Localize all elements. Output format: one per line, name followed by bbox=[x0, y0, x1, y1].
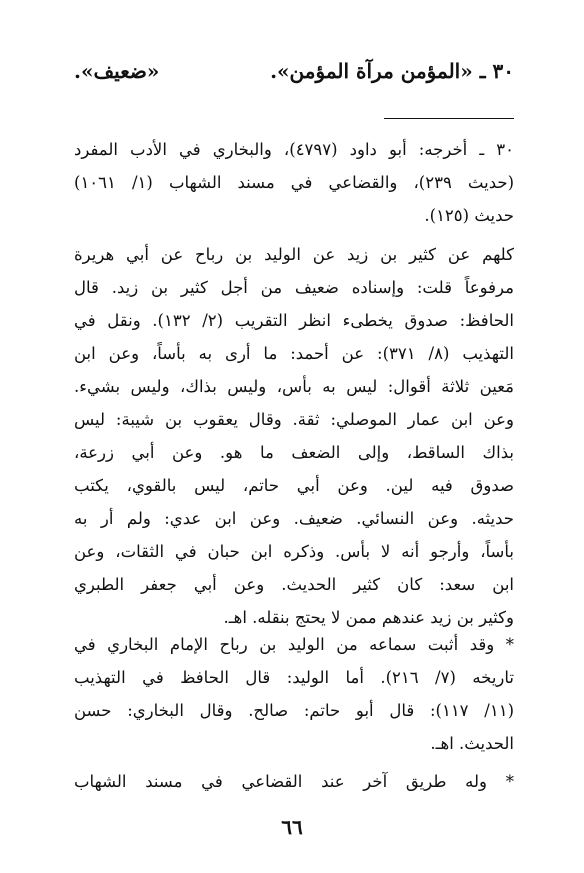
text-line: (حديث ٢٣٩)، والقضاعي في مسند الشهاب (١/ ١٠٦١) bbox=[74, 173, 514, 192]
text-line: وعن ابن عمار الموصلي: ثقة. وقال يعقوب بن شيبة: ليس bbox=[74, 410, 514, 429]
text-line: وكثير بن زيد عندهم ممن لا يحتج بنقله. اهـ. bbox=[223, 608, 514, 627]
text-line: * وقد أثبت سماعه من الوليد بن رباح الإمام البخاري في bbox=[74, 635, 514, 654]
note-bullet bbox=[74, 628, 514, 760]
footnote-separator bbox=[384, 118, 514, 119]
note-bullet bbox=[74, 765, 514, 798]
commentary-paragraph bbox=[74, 238, 514, 634]
text-line: ابن سعد: كان كثير الحديث. وعن أبي جعفر الطبري bbox=[74, 575, 514, 594]
text-line: صدوق فيه لين. وعن أبي حاتم، ليس بالقوي، يكتب bbox=[74, 476, 514, 495]
text-line: مَعين ثلاثة أقوال: ليس به بأس، وليس بذاك، وليس بشيء. bbox=[74, 377, 514, 396]
page-number: ٦٦ bbox=[281, 815, 303, 839]
text-line: حديث (١٢٥). bbox=[424, 206, 514, 225]
text-line: الحديث. اهـ. bbox=[430, 734, 514, 753]
hadith-title: ٣٠ ـ «المؤمن مرآة المؤمن». bbox=[270, 59, 514, 83]
text-line: كلهم عن كثير بن زيد عن الوليد بن رباح عن أبي هريرة bbox=[74, 245, 514, 264]
hadith-grade: «ضعيف». bbox=[74, 59, 160, 83]
text-line: حديثه. وعن النسائي. ضعيف. وعن ابن عدي: ولم أر به bbox=[74, 509, 514, 528]
footnote-block bbox=[74, 133, 514, 232]
text-line: (١١/ ١١٧): قال أبو حاتم: صالح. وقال البخاري: حسن bbox=[74, 701, 514, 720]
text-line: * وله طريق آخر عند القضاعي في مسند الشهاب bbox=[74, 772, 514, 791]
text-line: تاريخه (٧/ ٢١٦). أما الوليد: قال الحافظ في التهذيب bbox=[74, 668, 514, 687]
text-line: مرفوعاً قلت: وإسناده ضعيف من أجل كثير بن زيد. قال bbox=[74, 278, 514, 297]
text-line: الحافظ: صدوق يخطىء انظر التقريب (٢/ ١٣٢). ونقل في bbox=[74, 311, 514, 330]
text-line: بأساً، وأرجو أنه لا بأس. وذكره ابن حبان في الثقات، وعن bbox=[74, 542, 514, 561]
text-line: التهذيب (٨/ ٣٧١): عن أحمد: ما أرى به بأساً، وعن ابن bbox=[74, 344, 514, 363]
text-line: ٣٠ ـ أخرجه: أبو داود (٤٧٩٧)، والبخاري في الأدب المفرد bbox=[74, 140, 514, 159]
text-line: بذاك الساقط، وإلى الضعف ما هو. وعن أبي زرعة، bbox=[74, 443, 514, 462]
